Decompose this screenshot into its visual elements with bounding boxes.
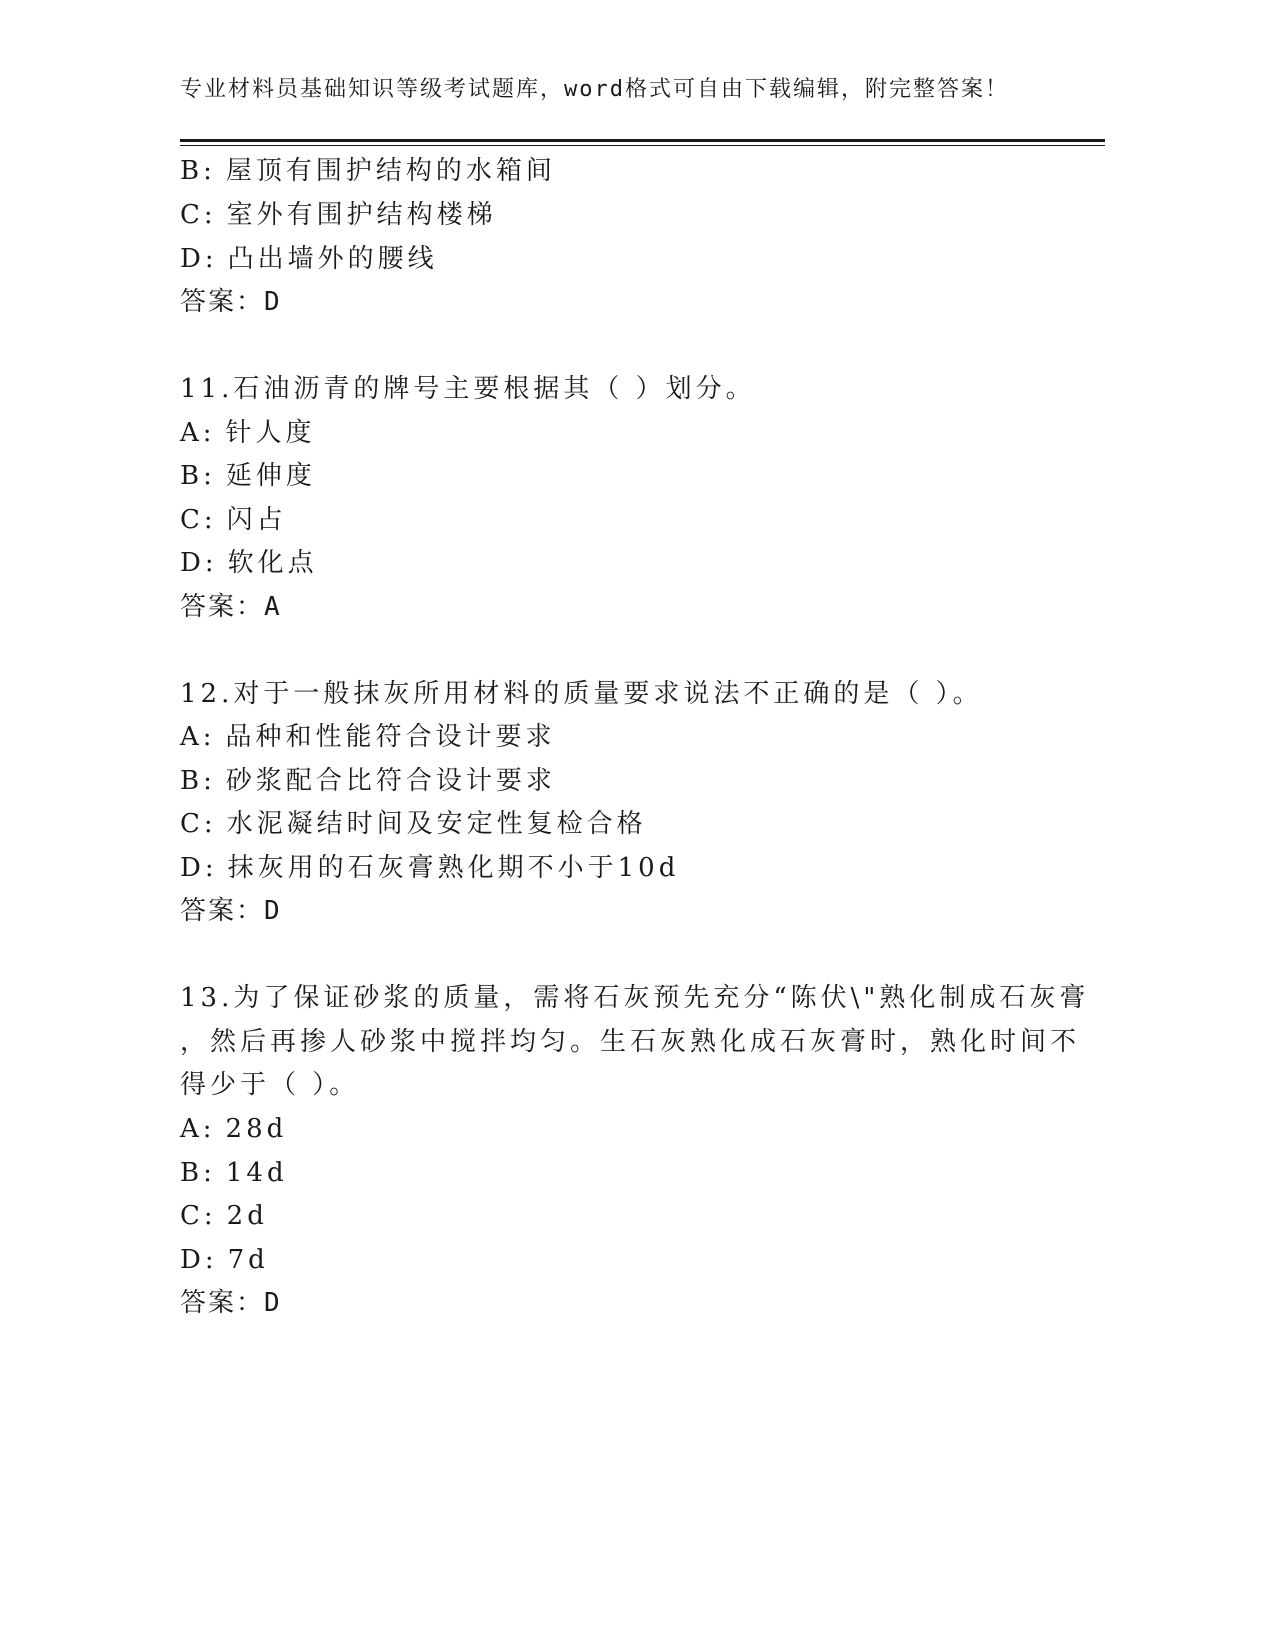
option-key: A: (180, 1114, 216, 1144)
q12-option-b (180, 765, 556, 797)
q13-option-b (180, 1157, 288, 1189)
option-key: D: (180, 244, 218, 274)
option-text: 抹灰用的石灰膏熟化期不小于10d (227, 853, 680, 883)
page-header: 专业材料员基础知识等级考试题库，word格式可自由下载编辑，附完整答案！ (180, 77, 1009, 102)
q13-option-a (180, 1113, 287, 1145)
option-key: C: (180, 200, 217, 230)
option-key: B: (180, 156, 216, 186)
option-key: B: (180, 461, 216, 491)
option-text: 砂浆配合比符合设计要求 (225, 766, 556, 796)
q11-option-d (180, 547, 318, 579)
option-text: 水泥凝结时间及安定性复检合格 (226, 809, 647, 839)
q13-answer: 答案：D (180, 1288, 282, 1318)
option-text: 14d (225, 1158, 288, 1188)
q11-option-a (180, 417, 316, 449)
option-text: 针人度 (225, 418, 316, 448)
prev-option-c (180, 199, 497, 231)
option-key: C: (180, 1201, 217, 1231)
option-key: D: (180, 548, 218, 578)
q12-option-a (180, 721, 556, 753)
option-key: B: (180, 1158, 216, 1188)
option-key: B: (180, 766, 216, 796)
q13-stem-line-1: 13.为了保证砂浆的质量，需将石灰预先充分“陈伏\"熟化制成石灰膏 (180, 983, 1090, 1013)
prev-option-d (180, 243, 438, 275)
q11-option-b (180, 460, 316, 492)
option-text: 屋顶有围护结构的水箱间 (225, 156, 556, 186)
q11-option-c (180, 504, 287, 536)
header-rule-thick (180, 139, 1105, 142)
q11-answer: 答案：A (180, 592, 282, 622)
q13-option-d (180, 1244, 269, 1276)
option-text: 闪占 (226, 505, 287, 535)
option-key: D: (180, 1245, 218, 1275)
option-text: 28d (225, 1114, 288, 1144)
option-key: A: (180, 418, 216, 448)
option-text: 凸出墙外的腰线 (227, 244, 438, 274)
q12-answer: 答案：D (180, 896, 282, 926)
header-rule-thin (180, 145, 1105, 146)
q13-stem-line-2: ，然后再掺人砂浆中搅拌均匀。生石灰熟化成石灰膏时，熟化时间不 (180, 1027, 1081, 1057)
option-text: 7d (227, 1245, 269, 1275)
option-text: 室外有围护结构楼梯 (226, 200, 497, 230)
prev-answer: 答案：D (180, 287, 282, 317)
q12-stem: 12.对于一般抹灰所用材料的质量要求说法不正确的是（ ）。 (180, 679, 983, 709)
prev-option-b (180, 155, 556, 187)
q13-option-c (180, 1200, 268, 1232)
option-text: 软化点 (227, 548, 318, 578)
option-text: 品种和性能符合设计要求 (225, 722, 556, 752)
option-key: D: (180, 853, 218, 883)
option-text: 2d (226, 1201, 268, 1231)
option-text: 延伸度 (225, 461, 316, 491)
q12-option-c (180, 808, 647, 840)
q12-option-d (180, 852, 679, 884)
q11-stem: 11.石油沥青的牌号主要根据其（ ）划分。 (180, 374, 756, 404)
option-key: A: (180, 722, 216, 752)
q13-stem-line-3: 得少于（ ）。 (180, 1070, 360, 1100)
option-key: C: (180, 809, 217, 839)
option-key: C: (180, 505, 217, 535)
